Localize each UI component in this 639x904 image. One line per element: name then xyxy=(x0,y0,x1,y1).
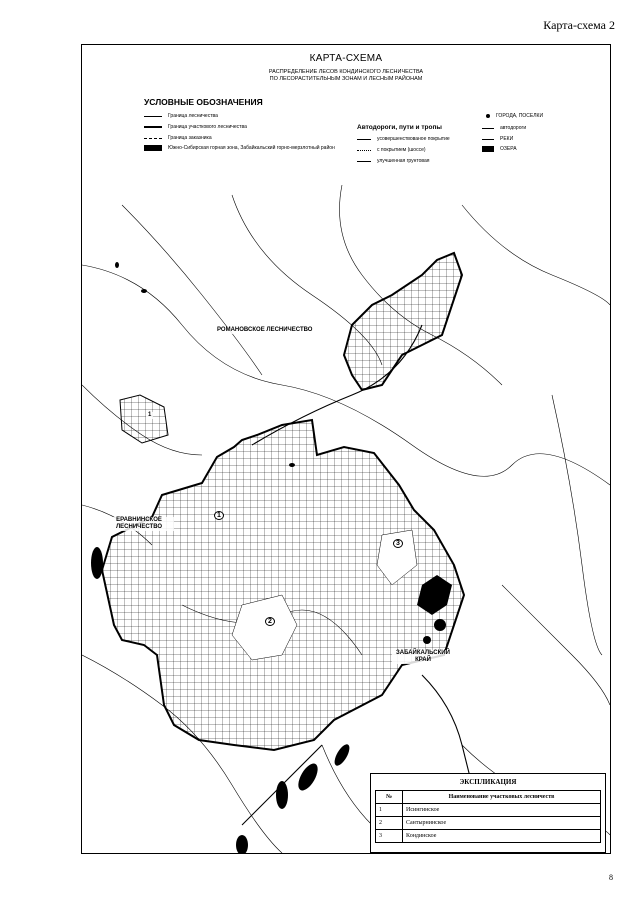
row-name: Сантырнинское xyxy=(403,817,601,830)
zone-marker-3: 3 xyxy=(393,539,403,548)
road-icon xyxy=(482,128,494,129)
legend-lakes: ОЗЕРА xyxy=(482,146,517,152)
legend-item-forestry-border: Граница лесничества xyxy=(144,113,218,119)
legend-item-reserve-border: Граница заказника xyxy=(144,135,212,141)
label-romanovskoe: РОМАНОВСКОЕ ЛЕСНИЧЕСТВО xyxy=(217,327,313,333)
table-row xyxy=(376,830,601,843)
map-frame xyxy=(81,44,611,854)
solid-line-icon xyxy=(144,116,162,117)
explication-title: ЭКСПЛИКАЦИЯ xyxy=(459,778,517,786)
map-subtitle-1: РАСПРЕДЕЛЕНИЕ ЛЕСОВ КОНДИНСКОГО ЛЕСНИЧЕСТВА xyxy=(268,69,424,75)
legend-heading: УСЛОВНЫЕ ОБОЗНАЧЕНИЯ xyxy=(144,97,263,107)
road-dotted-icon xyxy=(357,150,371,151)
legend-item-zone: Южно-Сибирская горная зона, Забайкальский горно-мерзлотный район xyxy=(144,145,335,151)
filled-box-icon xyxy=(144,145,162,151)
zone-marker-2: 2 xyxy=(265,617,275,626)
roads-heading: Автодороги, пути и тропы xyxy=(357,124,442,131)
table-row xyxy=(376,817,601,830)
label-eravninskoe: ЕРАВНИНСКОЕ ЛЕСНИЧЕСТВО xyxy=(104,517,174,531)
legend-road-paved: усовершенствованое покрытие xyxy=(357,136,450,142)
legend-towns: ГОРОДА, ПОСЕЛКИ xyxy=(482,113,543,119)
river-line-icon xyxy=(482,139,494,140)
legend-road-dirt: улучшенная грунтовая xyxy=(357,158,430,164)
road-line-icon xyxy=(357,139,371,140)
table-row xyxy=(376,804,601,817)
legend-road-highway: с покрытием (шоссе) xyxy=(357,147,426,153)
legend-roads: автодороги xyxy=(482,125,526,131)
row-name: Кондинское xyxy=(403,830,601,843)
legend-rivers: РЕКИ xyxy=(482,136,513,142)
thick-line-icon xyxy=(144,126,162,128)
explication-box xyxy=(370,773,606,853)
row-name: Исингинское xyxy=(403,804,601,817)
page-number: 8 xyxy=(609,873,613,882)
col-number-header: № xyxy=(376,791,403,804)
explication-table xyxy=(375,790,601,843)
lake-box-icon xyxy=(482,146,494,152)
row-number: 3 xyxy=(376,830,403,843)
legend-item-district-border: Граница участкового лесничества xyxy=(144,124,247,130)
col-name-header: Наименование участковых лесничеств xyxy=(403,791,601,804)
dashed-line-icon xyxy=(144,138,162,139)
road-thin-icon xyxy=(357,161,371,162)
corner-label: Карта-схема 2 xyxy=(543,18,615,32)
map-subtitle-2: ПО ЛЕСОРАСТИТЕЛЬНЫМ ЗОНАМ И ЛЕСНЫМ РАЙОНАМ xyxy=(269,76,423,82)
row-number: 2 xyxy=(376,817,403,830)
label-zabaikalsky: ЗАБАЙКАЛЬСКИЙ КРАЙ xyxy=(392,650,454,664)
table-header-row xyxy=(376,791,601,804)
zone-marker-1b: 1 xyxy=(214,511,224,520)
row-number: 1 xyxy=(376,804,403,817)
zone-marker-1a: 1 xyxy=(148,412,152,418)
map-title: КАРТА-СХЕМА xyxy=(309,53,383,64)
map-header xyxy=(82,45,610,186)
town-dot-icon xyxy=(486,114,490,118)
